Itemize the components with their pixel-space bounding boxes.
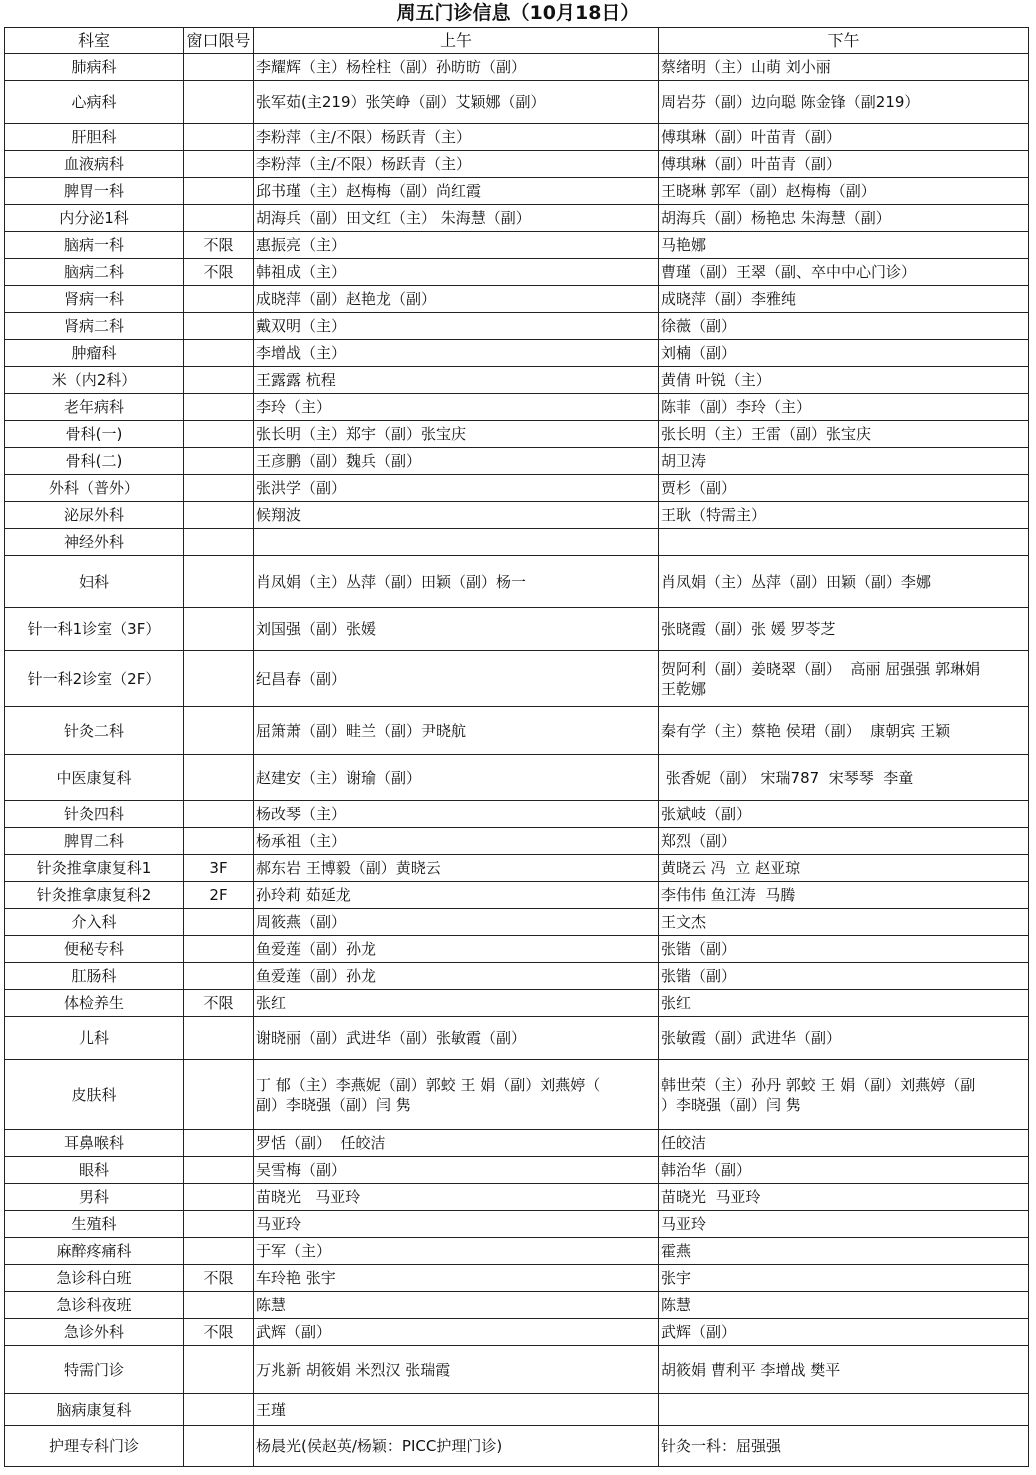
pm-cell: 张宇 [659, 1265, 1029, 1292]
limit-cell: 不限 [184, 1319, 254, 1346]
dept-cell: 生殖科 [5, 1211, 184, 1238]
am-cell: 陈慧 [254, 1292, 659, 1319]
pm-cell: 任皎洁 [659, 1130, 1029, 1157]
am-cell: 谢晓丽（副）武进华（副）张敏霞（副） [254, 1017, 659, 1060]
pm-cell: 武辉（副） [659, 1319, 1029, 1346]
table-row [5, 1157, 1029, 1184]
limit-cell [184, 448, 254, 475]
am-cell: 韩祖成（主） [254, 259, 659, 286]
am-cell: 李粉萍（主/不限）杨跃青（主） [254, 124, 659, 151]
table-row [5, 1184, 1029, 1211]
am-cell: 万兆新 胡筱娟 米烈汉 张瑞霞 [254, 1346, 659, 1394]
am-cell: 张军茹(主219）张笑峥（副）艾颖娜（副） [254, 81, 659, 124]
dept-cell: 肿瘤科 [5, 340, 184, 367]
limit-cell [184, 556, 254, 608]
table-row [5, 54, 1029, 81]
limit-cell [184, 755, 254, 801]
pm-cell: 蔡绪明（主）山萌 刘小丽 [659, 54, 1029, 81]
dept-cell: 内分泌1科 [5, 205, 184, 232]
pm-cell: 曹瑾（副）王翠（副、卒中中心门诊） [659, 259, 1029, 286]
pm-cell: 贾杉（副） [659, 475, 1029, 502]
am-cell: 屈箫萧（副）畦兰（副）尹晓航 [254, 707, 659, 755]
table-row [5, 421, 1029, 448]
table-row [5, 828, 1029, 855]
limit-cell [184, 1394, 254, 1426]
dept-cell: 儿科 [5, 1017, 184, 1060]
limit-cell [184, 963, 254, 990]
dept-cell: 米（内2科） [5, 367, 184, 394]
table-row [5, 367, 1029, 394]
dept-cell: 介入科 [5, 909, 184, 936]
dept-cell: 特需门诊 [5, 1346, 184, 1394]
dept-cell: 肛肠科 [5, 963, 184, 990]
table-body [5, 54, 1029, 1467]
dept-cell: 脑病二科 [5, 259, 184, 286]
limit-cell [184, 1238, 254, 1265]
header-dept: 科室 [5, 28, 184, 54]
am-cell: 赵建安（主）谢瑜（副） [254, 755, 659, 801]
pm-cell: 成晓萍（副）李雅纯 [659, 286, 1029, 313]
dept-cell: 针一科1诊室（3F） [5, 608, 184, 651]
dept-cell: 耳鼻喉科 [5, 1130, 184, 1157]
pm-cell: 针灸一科：屈强强 [659, 1426, 1029, 1467]
am-cell: 郝东岩 王博毅（副）黄晓云 [254, 855, 659, 882]
table-row [5, 1265, 1029, 1292]
am-cell: 王露露 杭程 [254, 367, 659, 394]
am-cell: 张红 [254, 990, 659, 1017]
limit-cell [184, 54, 254, 81]
table-row [5, 755, 1029, 801]
table-row [5, 475, 1029, 502]
table-row [5, 1319, 1029, 1346]
am-cell: 纪昌春（副） [254, 651, 659, 707]
pm-cell: 张斌岐（副） [659, 801, 1029, 828]
am-cell: 鱼爱莲（副）孙龙 [254, 936, 659, 963]
dept-cell: 针一科2诊室（2F） [5, 651, 184, 707]
table-row [5, 1060, 1029, 1130]
limit-cell [184, 651, 254, 707]
limit-cell [184, 502, 254, 529]
limit-cell [184, 1211, 254, 1238]
table-row [5, 205, 1029, 232]
table-row [5, 286, 1029, 313]
dept-cell: 麻醉疼痛科 [5, 1238, 184, 1265]
table-row [5, 1238, 1029, 1265]
am-cell: 李增战（主） [254, 340, 659, 367]
limit-cell [184, 1130, 254, 1157]
table-row [5, 259, 1029, 286]
pm-cell: 苗晓光 马亚玲 [659, 1184, 1029, 1211]
am-cell: 车玲艳 张宇 [254, 1265, 659, 1292]
page-title: 周五门诊信息（10月18日） [396, 2, 640, 24]
limit-cell [184, 340, 254, 367]
pm-cell: 王晓琳 郭军（副）赵梅梅（副） [659, 178, 1029, 205]
dept-cell: 心病科 [5, 81, 184, 124]
pm-cell: 王耿（特需主） [659, 502, 1029, 529]
am-cell: 丁 郁（主）李燕妮（副）郭蛟 王 娟（副）刘燕婷（ 副）李晓强（副）闫 隽 [254, 1060, 659, 1130]
limit-cell: 不限 [184, 990, 254, 1017]
limit-cell [184, 1292, 254, 1319]
am-cell: 周筱燕（副） [254, 909, 659, 936]
am-cell: 邱书瑾（主）赵梅梅（副）尚红霞 [254, 178, 659, 205]
limit-cell [184, 313, 254, 340]
pm-cell: 贺阿利（副）姜晓翠（副） 高丽 屈强强 郭琳娟 王乾娜 [659, 651, 1029, 707]
limit-cell [184, 828, 254, 855]
table-row [5, 313, 1029, 340]
table-row [5, 909, 1029, 936]
pm-cell: 马亚玲 [659, 1211, 1029, 1238]
limit-cell [184, 205, 254, 232]
table-row [5, 882, 1029, 909]
dept-cell: 针灸推拿康复科1 [5, 855, 184, 882]
pm-cell: 徐薇（副） [659, 313, 1029, 340]
dept-cell: 体检养生 [5, 990, 184, 1017]
dept-cell: 急诊科夜班 [5, 1292, 184, 1319]
dept-cell: 肾病一科 [5, 286, 184, 313]
dept-cell: 骨科(二) [5, 448, 184, 475]
am-cell: 武辉（副） [254, 1319, 659, 1346]
am-cell: 刘国强（副）张媛 [254, 608, 659, 651]
dept-cell: 护理专科门诊 [5, 1426, 184, 1467]
dept-cell: 急诊科白班 [5, 1265, 184, 1292]
table-row [5, 707, 1029, 755]
am-cell: 杨晨光(侯赵英/杨颖：PICC护理门诊) [254, 1426, 659, 1467]
limit-cell [184, 394, 254, 421]
limit-cell [184, 286, 254, 313]
pm-cell: 王文杰 [659, 909, 1029, 936]
dept-cell: 针灸四科 [5, 801, 184, 828]
table-row [5, 801, 1029, 828]
header-pm: 下午 [659, 28, 1029, 54]
table-row [5, 81, 1029, 124]
limit-cell: 不限 [184, 259, 254, 286]
table-row [5, 232, 1029, 259]
table-row [5, 1394, 1029, 1426]
limit-cell [184, 1346, 254, 1394]
pm-cell [659, 1394, 1029, 1426]
am-cell: 鱼爱莲（副）孙龙 [254, 963, 659, 990]
dept-cell: 神经外科 [5, 529, 184, 556]
table-row [5, 855, 1029, 882]
am-cell: 胡海兵（副）田文红（主） 朱海慧（副） [254, 205, 659, 232]
table-row [5, 1130, 1029, 1157]
am-cell: 马亚玲 [254, 1211, 659, 1238]
limit-cell: 不限 [184, 232, 254, 259]
limit-cell: 2F [184, 882, 254, 909]
table-row [5, 529, 1029, 556]
table-row [5, 448, 1029, 475]
am-cell: 杨承祖（主） [254, 828, 659, 855]
pm-cell: 黄倩 叶锐（主） [659, 367, 1029, 394]
table-row [5, 502, 1029, 529]
pm-cell: 郑烈（副） [659, 828, 1029, 855]
pm-cell: 傅琪琳（副）叶苗青（副） [659, 151, 1029, 178]
pm-cell: 张红 [659, 990, 1029, 1017]
table-row [5, 963, 1029, 990]
limit-cell [184, 801, 254, 828]
dept-cell: 老年病科 [5, 394, 184, 421]
table-row [5, 608, 1029, 651]
pm-cell: 胡海兵（副）杨艳忠 朱海慧（副） [659, 205, 1029, 232]
pm-cell: 秦有学（主）蔡艳 侯珺（副） 康朝宾 王颖 [659, 707, 1029, 755]
dept-cell: 男科 [5, 1184, 184, 1211]
am-cell: 成晓萍（副）赵艳龙（副） [254, 286, 659, 313]
pm-cell: 霍燕 [659, 1238, 1029, 1265]
limit-cell [184, 1184, 254, 1211]
dept-cell: 肺病科 [5, 54, 184, 81]
pm-cell: 陈慧 [659, 1292, 1029, 1319]
dept-cell: 脑病一科 [5, 232, 184, 259]
pm-cell: 张香妮（副） 宋瑞787 宋琴琴 李童 [659, 755, 1029, 801]
table-row [5, 394, 1029, 421]
pm-cell: 肖凤娟（主）丛萍（副）田颖（副）李娜 [659, 556, 1029, 608]
pm-cell: 韩世荣（主）孙丹 郭蛟 王 娟（副）刘燕婷（副 ）李晓强（副）闫 隽 [659, 1060, 1029, 1130]
pm-cell: 张晓霞（副）张 媛 罗苓芝 [659, 608, 1029, 651]
am-cell: 李粉萍（主/不限）杨跃青（主） [254, 151, 659, 178]
limit-cell [184, 707, 254, 755]
table-row [5, 1211, 1029, 1238]
limit-cell: 不限 [184, 1265, 254, 1292]
pm-cell: 刘楠（副） [659, 340, 1029, 367]
dept-cell: 皮肤科 [5, 1060, 184, 1130]
table-row [5, 936, 1029, 963]
am-cell: 苗晓光 马亚玲 [254, 1184, 659, 1211]
table-row [5, 990, 1029, 1017]
table-row [5, 1017, 1029, 1060]
dept-cell: 针灸推拿康复科2 [5, 882, 184, 909]
limit-cell [184, 1426, 254, 1467]
dept-cell: 脾胃二科 [5, 828, 184, 855]
table-row [5, 178, 1029, 205]
pm-cell: 傅琪琳（副）叶苗青（副） [659, 124, 1029, 151]
am-cell: 杨改琴（主） [254, 801, 659, 828]
dept-cell: 针灸二科 [5, 707, 184, 755]
am-cell: 于军（主） [254, 1238, 659, 1265]
dept-cell: 肾病二科 [5, 313, 184, 340]
dept-cell: 外科（普外） [5, 475, 184, 502]
am-cell: 候翔波 [254, 502, 659, 529]
table-row [5, 556, 1029, 608]
am-cell: 孙玲莉 茹延龙 [254, 882, 659, 909]
table-row [5, 1292, 1029, 1319]
am-cell [254, 529, 659, 556]
table-row [5, 151, 1029, 178]
header-row [5, 28, 1029, 54]
pm-cell [659, 529, 1029, 556]
pm-cell: 李伟伟 鱼江涛 马腾 [659, 882, 1029, 909]
limit-cell [184, 1017, 254, 1060]
pm-cell: 张长明（主）王雷（副）张宝庆 [659, 421, 1029, 448]
limit-cell [184, 124, 254, 151]
dept-cell: 眼科 [5, 1157, 184, 1184]
am-cell: 王瑾 [254, 1394, 659, 1426]
table-row [5, 1426, 1029, 1467]
am-cell: 惠振亮（主） [254, 232, 659, 259]
dept-cell: 泌尿外科 [5, 502, 184, 529]
limit-cell [184, 529, 254, 556]
limit-cell [184, 909, 254, 936]
limit-cell [184, 178, 254, 205]
dept-cell: 急诊外科 [5, 1319, 184, 1346]
pm-cell: 胡筱娟 曹利平 李增战 樊平 [659, 1346, 1029, 1394]
header-limit: 窗口限号 [184, 28, 254, 54]
pm-cell: 陈菲（副）李玲（主） [659, 394, 1029, 421]
dept-cell: 骨科(一) [5, 421, 184, 448]
pm-cell: 张锴（副） [659, 963, 1029, 990]
header-am: 上午 [254, 28, 659, 54]
table-row [5, 1346, 1029, 1394]
pm-cell: 韩治华（副） [659, 1157, 1029, 1184]
dept-cell: 妇科 [5, 556, 184, 608]
pm-cell: 张敏霞（副）武进华（副） [659, 1017, 1029, 1060]
am-cell: 肖凤娟（主）丛萍（副）田颖（副）杨一 [254, 556, 659, 608]
am-cell: 李玲（主） [254, 394, 659, 421]
pm-cell: 周岩芬（副）边向聪 陈金锋（副219） [659, 81, 1029, 124]
dept-cell: 脾胃一科 [5, 178, 184, 205]
limit-cell [184, 1157, 254, 1184]
am-cell: 吴雪梅（副） [254, 1157, 659, 1184]
table-row [5, 340, 1029, 367]
table-row [5, 124, 1029, 151]
dept-cell: 脑病康复科 [5, 1394, 184, 1426]
dept-cell: 肝胆科 [5, 124, 184, 151]
pm-cell: 胡卫涛 [659, 448, 1029, 475]
limit-cell [184, 475, 254, 502]
limit-cell [184, 151, 254, 178]
dept-cell: 中医康复科 [5, 755, 184, 801]
limit-cell [184, 1060, 254, 1130]
am-cell: 戴双明（主） [254, 313, 659, 340]
table-row [5, 651, 1029, 707]
limit-cell [184, 608, 254, 651]
limit-cell: 3F [184, 855, 254, 882]
limit-cell [184, 936, 254, 963]
limit-cell [184, 81, 254, 124]
am-cell: 李耀辉（主）杨栓柱（副）孙昉昉（副） [254, 54, 659, 81]
am-cell: 罗恬（副） 任皎洁 [254, 1130, 659, 1157]
dept-cell: 血液病科 [5, 151, 184, 178]
pm-cell: 张锴（副） [659, 936, 1029, 963]
am-cell: 张长明（主）郑宇（副）张宝庆 [254, 421, 659, 448]
limit-cell [184, 421, 254, 448]
pm-cell: 马艳娜 [659, 232, 1029, 259]
am-cell: 王彦鹏（副）魏兵（副） [254, 448, 659, 475]
clinic-schedule-table [4, 27, 1029, 1467]
am-cell: 张洪学（副） [254, 475, 659, 502]
pm-cell: 黄晓云 冯 立 赵亚琼 [659, 855, 1029, 882]
limit-cell [184, 367, 254, 394]
dept-cell: 便秘专科 [5, 936, 184, 963]
